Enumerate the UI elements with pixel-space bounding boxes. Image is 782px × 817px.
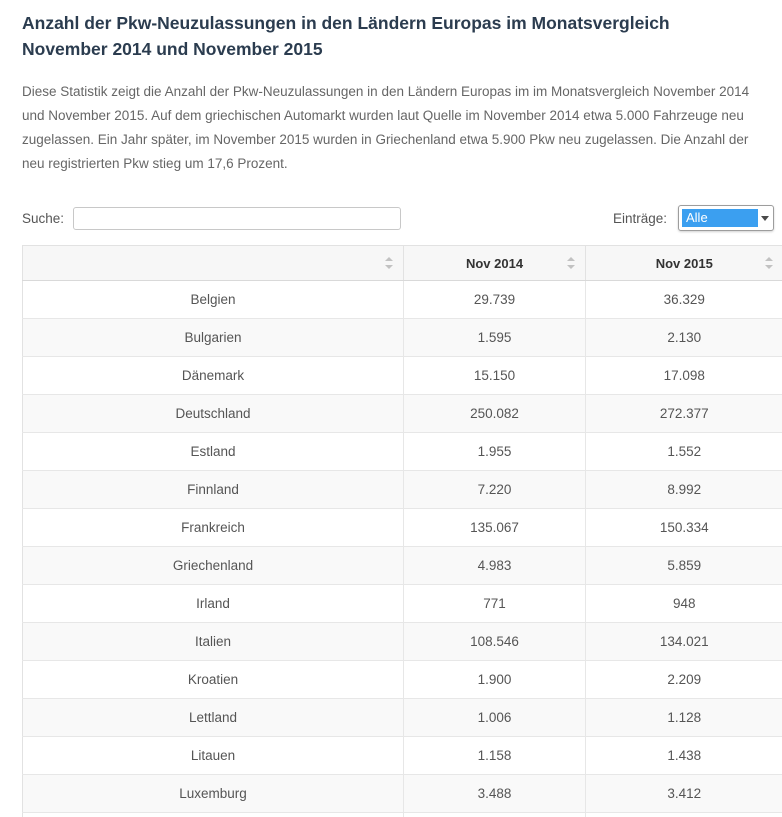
table-row [23,433,782,471]
table-row [23,585,782,623]
cell-nov2014: 4.983 [404,547,586,585]
cell-nov2015: 1.552 [586,433,782,471]
header-row [23,246,782,281]
table-row [23,395,782,433]
cell-country: Belgien [23,281,404,319]
cell-country: Deutschland [23,395,404,433]
cell-nov2014: 771 [404,585,586,623]
column-header-nov2015[interactable] [586,246,782,281]
cell-country: Lettland [23,699,404,737]
sort-icon [567,257,576,269]
cell-nov2015: 1.438 [586,737,782,775]
entries-select[interactable] [678,205,774,231]
cell-nov2014: 135.067 [404,509,586,547]
table-row [23,661,782,699]
cell-nov2014: 1.158 [404,737,586,775]
table-row [23,623,782,661]
column-header-label: Nov 2014 [465,255,524,271]
cell-nov2015: 36.329 [586,281,782,319]
cell-nov2015: 150.334 [586,509,782,547]
table-row [23,775,782,813]
description-text: Diese Statistik zeigt die Anzahl der Pkw-Neuzulassungen in den Ländern Europas im im Monatsvergleich November 2014 und November 2015. Auf dem griechischen Automarkt wurden laut Quelle im November 2014 etwa 5.000 Fahrzeuge neu zugelassen. Ein Jahr später, im November 2015 wurden in Griechenland etwa 5.900 Pkw neu zugelassen. Die Anzahl der neu registrierten Pkw stieg um 17,6 Prozent. [22,84,750,171]
cell-country: Litauen [23,737,404,775]
entries-label: Einträge: [612,210,667,226]
cell-nov2015 [586,813,782,817]
cell-nov2015: 2.209 [586,661,782,699]
cell-nov2014: 250.082 [404,395,586,433]
cell-nov2015: 3.412 [586,775,782,813]
entries-selected-option[interactable]: Alle [682,209,758,227]
cell-country: Bulgarien [23,319,404,357]
cell-nov2014 [404,813,586,817]
cell-country: Kroatien [23,661,404,699]
search-control [22,207,401,230]
cell-country: Dänemark [23,357,404,395]
cell-nov2014: 3.488 [404,775,586,813]
cell-nov2014: 108.546 [404,623,586,661]
registrations-table [22,245,782,817]
column-header-nov2014[interactable] [404,246,586,281]
column-header-country[interactable] [23,246,404,281]
cell-country: Griechenland [23,547,404,585]
table-row [23,547,782,585]
cell-country [23,813,404,817]
column-header-label: Nov 2015 [655,255,713,271]
table-row [23,357,782,395]
cell-nov2015: 17.098 [586,357,782,395]
table-row [23,699,782,737]
cell-nov2014: 1.900 [404,661,586,699]
sort-icon [765,257,774,269]
cell-country: Estland [23,433,404,471]
cell-nov2015: 8.992 [586,471,782,509]
cell-country: Italien [23,623,404,661]
cell-nov2015: 272.377 [586,395,782,433]
cell-nov2015: 2.130 [586,319,782,357]
table-row-partial [23,813,782,817]
cell-nov2014: 1.595 [404,319,586,357]
cell-nov2014: 29.739 [404,281,586,319]
table-row [23,471,782,509]
cell-nov2014: 7.220 [404,471,586,509]
cell-nov2014: 15.150 [404,357,586,395]
table-controls [22,204,782,232]
cell-nov2015: 1.128 [586,699,782,737]
cell-nov2015: 5.859 [586,547,782,585]
cell-nov2015: 134.021 [586,623,782,661]
table-body [23,281,782,813]
cell-nov2014: 1.955 [404,433,586,471]
page-title: Anzahl der Pkw-Neuzulassungen in den Ländern Europas im Monatsvergleich November 2014 und November 2015 [22,13,670,59]
search-label: Suche: [22,210,65,226]
table-row [23,737,782,775]
search-input[interactable] [73,207,401,230]
chevron-down-icon [761,216,769,221]
table-row [23,509,782,547]
cell-country: Finnland [23,471,404,509]
cell-country: Frankreich [23,509,404,547]
table-row [23,319,782,357]
cell-country: Luxemburg [23,775,404,813]
cell-nov2015: 948 [586,585,782,623]
cell-country: Irland [23,585,404,623]
table-row [23,281,782,319]
cell-nov2014: 1.006 [404,699,586,737]
sort-icon [385,257,394,269]
entries-control [613,205,774,231]
